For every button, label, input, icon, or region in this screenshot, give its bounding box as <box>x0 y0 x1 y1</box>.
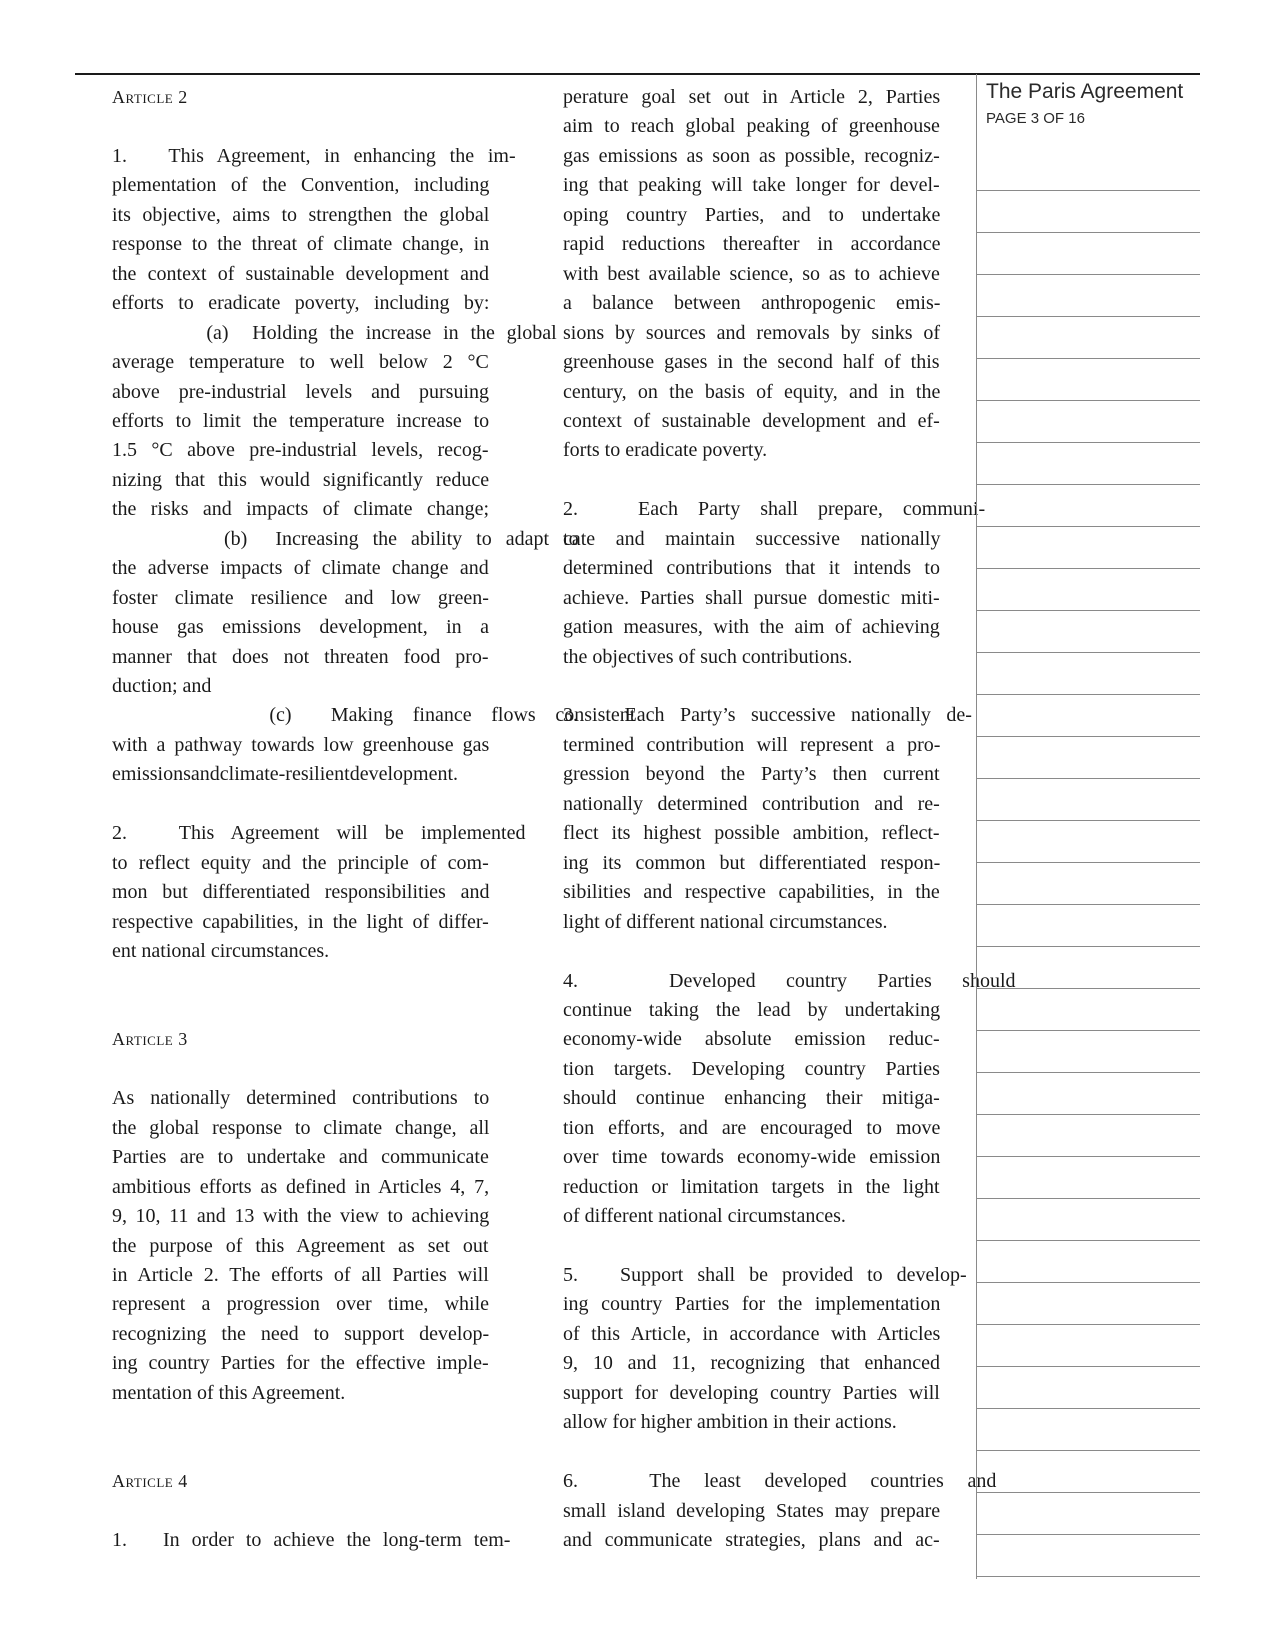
text-line: in Article 2. The efforts of all Parties will <box>112 1264 489 1286</box>
text-line: foster climate resilience and low green- <box>112 586 489 609</box>
text-line: small island developing States may prepare <box>563 1499 941 1522</box>
note-line <box>976 484 1200 485</box>
text-line: house gas emissions development, in a <box>112 616 489 639</box>
page-indicator: PAGE 3 OF 16 <box>986 110 1085 127</box>
text-line: the risks and impacts of climate change; <box>112 498 490 521</box>
text-line: represent a progression over time, while <box>112 1293 490 1316</box>
text-line: average temperature to well below 2 °C <box>112 351 489 374</box>
text-line: forts to eradicate poverty. <box>563 439 768 462</box>
text-line: sions by sources and removals by sinks of <box>563 321 941 344</box>
text-line: Parties are to undertake and communicate <box>112 1146 489 1169</box>
text-line: nizing that this would significantly reduce <box>112 468 490 491</box>
note-line <box>976 190 1200 191</box>
text-line: determined contributions that it intends to <box>563 557 940 580</box>
text-line: tion targets. Developing country Parties <box>563 1057 940 1080</box>
note-line <box>976 820 1200 821</box>
text-line: support for developing country Parties will <box>563 1381 940 1404</box>
text-line: efforts to limit the temperature increase to <box>112 409 490 432</box>
note-line <box>976 1072 1200 1073</box>
note-line <box>976 1030 1200 1031</box>
text-line: recognizing the need to support develop- <box>112 1322 490 1345</box>
text-line: mentation of this Agreement. <box>112 1381 346 1404</box>
text-line: the adverse impacts of climate change and <box>112 557 489 580</box>
note-line <box>976 1114 1200 1115</box>
text-line: economy-wide absolute emission reduc- <box>563 1028 940 1051</box>
text-line: 4. Developed country Parties should <box>563 969 1016 992</box>
text-line: the context of sustainable development and <box>112 262 490 285</box>
text-line: gation measures, with the aim of achieving <box>563 616 940 639</box>
text-line: (c) Making finance flows consistent <box>112 704 636 727</box>
text-line: (a) Holding the increase in the global <box>112 321 557 344</box>
text-line: of different national circumstances. <box>563 1205 846 1228</box>
text-line: over time towards economy-wide emission <box>563 1146 941 1169</box>
text-line: greenhouse gases in the second half of this <box>563 351 940 374</box>
note-line <box>976 1324 1200 1325</box>
text-line: with best available science, so as to achieve <box>563 262 940 285</box>
note-line <box>976 568 1200 569</box>
note-line <box>976 526 1200 527</box>
article-heading: Article 4 <box>112 1471 188 1492</box>
text-line: 2. This Agreement will be implemented <box>112 822 526 845</box>
note-line <box>976 1576 1200 1577</box>
text-line: the objectives of such contributions. <box>563 645 853 668</box>
note-line <box>976 652 1200 653</box>
note-line <box>976 1282 1200 1283</box>
note-line <box>976 1198 1200 1199</box>
text-line: sibilities and respective capabilities, in the <box>563 881 940 904</box>
text-line: ambitious efforts as defined in Articles 4, 7, <box>112 1175 490 1198</box>
text-line: tion efforts, and are encouraged to move <box>563 1116 941 1139</box>
note-line <box>976 442 1200 443</box>
text-line: ing that peaking will take longer for devel- <box>563 174 940 197</box>
text-line: flect its highest possible ambition, reflect- <box>563 822 940 845</box>
text-line: reduction or limitation targets in the light <box>563 1175 940 1198</box>
text-line: achieve. Parties shall pursue domestic miti- <box>563 586 940 609</box>
text-line: 1.5 °C above pre-industrial levels, recog- <box>112 439 489 462</box>
text-line: nationally determined contribution and re- <box>563 792 940 815</box>
text-line: 9, 10 and 11, recognizing that enhanced <box>563 1352 941 1375</box>
text-line: ing country Parties for the effective imple- <box>112 1352 489 1375</box>
text-line: 3. Each Party’s successive nationally de- <box>563 704 972 727</box>
text-line: As nationally determined contributions to <box>112 1087 490 1110</box>
note-line <box>976 400 1200 401</box>
text-line: should continue enhancing their mitiga- <box>563 1087 940 1110</box>
article-heading: Article 2 <box>112 87 188 107</box>
text-line: to reflect equity and the principle of com- <box>112 851 489 874</box>
note-line <box>976 946 1200 947</box>
text-line: mon but differentiated responsibilities and <box>112 881 490 904</box>
article-heading: Article 3 <box>112 1029 188 1050</box>
note-line <box>976 1156 1200 1157</box>
text-line: 1. This Agreement, in enhancing the im- <box>112 144 516 167</box>
note-line <box>976 232 1200 233</box>
note-line <box>976 1450 1200 1451</box>
note-line <box>976 274 1200 275</box>
text-line: 2. Each Party shall prepare, communi- <box>563 498 986 521</box>
text-line: respective capabilities, in the light of differ- <box>112 910 489 933</box>
text-line: aim to reach global peaking of greenhouse <box>563 115 940 138</box>
top-rule <box>75 73 1200 75</box>
text-line: 1. In order to achieve the long-term tem- <box>112 1529 511 1552</box>
text-line: continue taking the lead by undertaking <box>563 998 941 1021</box>
text-line: 6. The least developed countries and <box>563 1470 997 1493</box>
text-line: plementation of the Convention, including <box>112 174 490 197</box>
note-line <box>976 988 1200 989</box>
text-line: termined contribution will represent a pro- <box>563 733 941 756</box>
note-line <box>976 862 1200 863</box>
text-line: its objective, aims to strengthen the global <box>112 203 490 226</box>
text-line: light of different national circumstances. <box>563 910 888 933</box>
text-line: above pre-industrial levels and pursuing <box>112 380 490 403</box>
text-line: manner that does not threaten food pro- <box>112 645 489 668</box>
note-line <box>976 1534 1200 1535</box>
text-line: (b) Increasing the ability to adapt to <box>112 527 579 550</box>
text-line: ing its common but differentiated respon- <box>563 851 941 874</box>
note-line <box>976 358 1200 359</box>
text-line: ing country Parties for the implementation <box>563 1293 941 1316</box>
text-line: response to the threat of climate change, in <box>112 233 490 256</box>
text-line: gas emissions as soon as possible, recogniz- <box>563 144 940 167</box>
note-line <box>976 904 1200 905</box>
text-line: rapid reductions thereafter in accordance <box>563 233 941 256</box>
text-line: ent national circumstances. <box>112 940 330 963</box>
document-title: The Paris Agreement <box>986 80 1184 103</box>
text-line: emissionsandclimate-resilientdevelopment. <box>112 763 459 786</box>
text-line: a balance between anthropogenic emis- <box>563 292 941 315</box>
text-line: the purpose of this Agreement as set out <box>112 1234 489 1257</box>
text-line: oping country Parties, and to undertake <box>563 203 941 226</box>
note-line <box>976 736 1200 737</box>
text-line: gression beyond the Party’s then current <box>563 763 940 786</box>
text-line: 5. Support shall be provided to develop- <box>563 1264 967 1286</box>
note-line <box>976 1492 1200 1493</box>
note-line <box>976 610 1200 611</box>
text-line: cate and maintain successive nationally <box>563 527 941 550</box>
note-line <box>976 694 1200 695</box>
notes-border <box>976 74 977 1579</box>
note-line <box>976 1408 1200 1409</box>
text-line: and communicate strategies, plans and ac- <box>563 1529 940 1552</box>
note-line <box>976 316 1200 317</box>
note-line <box>976 1366 1200 1367</box>
text-line: efforts to eradicate poverty, including by: <box>112 292 490 315</box>
text-line: 9, 10, 11 and 13 with the view to achieving <box>112 1205 490 1228</box>
text-line: duction; and <box>112 675 212 697</box>
text-line: with a pathway towards low greenhouse gas <box>112 733 490 756</box>
text-line: context of sustainable development and ef- <box>563 409 940 432</box>
note-line <box>976 1240 1200 1241</box>
text-line: perature goal set out in Article 2, Parties <box>563 86 941 108</box>
text-line: century, on the basis of equity, and in the <box>563 380 941 403</box>
text-line: allow for higher ambition in their actions. <box>563 1411 897 1434</box>
text-line: of this Article, in accordance with Articles <box>563 1322 941 1345</box>
note-line <box>976 778 1200 779</box>
text-line: the global response to climate change, all <box>112 1116 490 1139</box>
